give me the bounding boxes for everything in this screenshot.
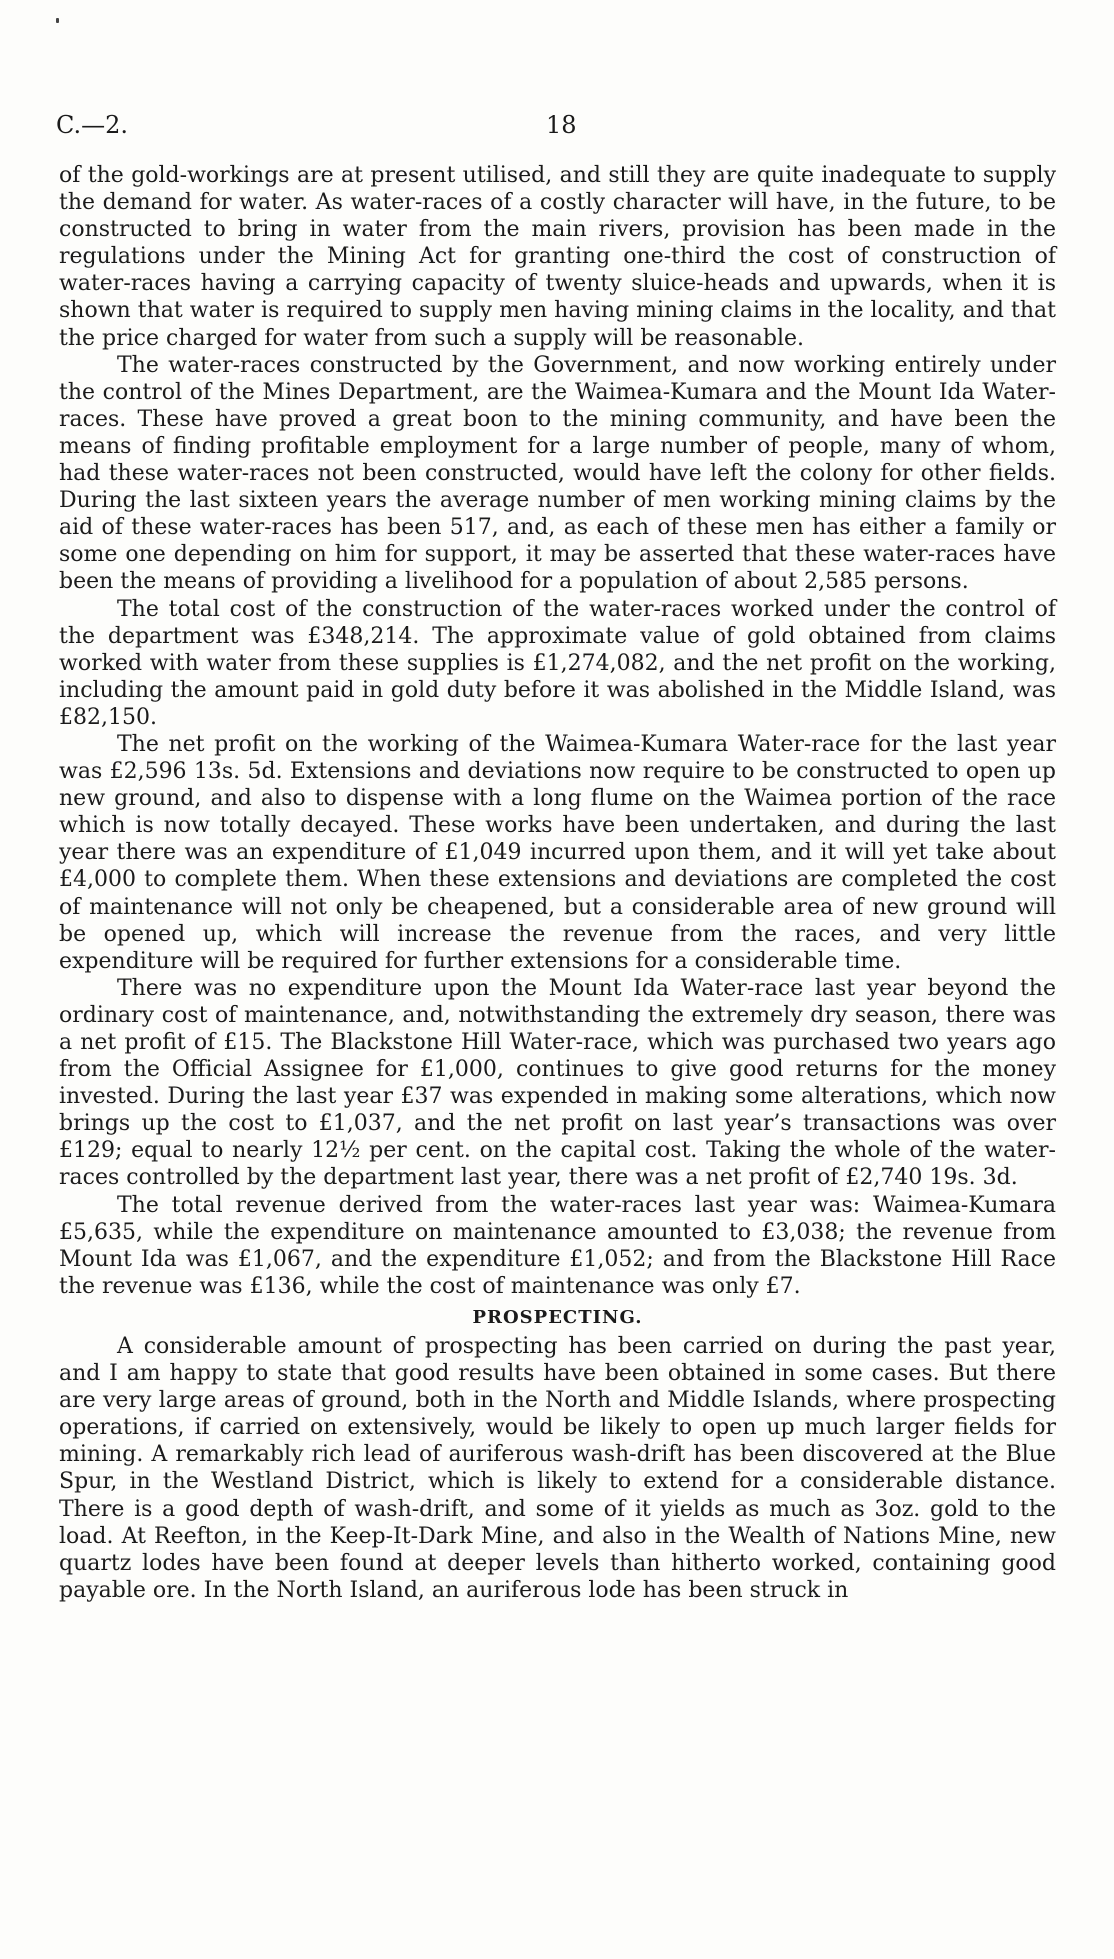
- section-heading-prospecting: PROSPECTING.: [472, 1306, 643, 1328]
- paragraph-total-revenue: The total revenue derived from the water-races last year was: Waimea-Kumara £5,635, while the expenditure on maintenance amounted to £3,038; the revenue from Mount Ida was £1,067, and the expenditure £1,052; and from the Blackstone Hill Race the revenue was £136, while the cost of maintenance was only £7.: [59, 1192, 1056, 1299]
- document-reference: C.—2.: [56, 111, 129, 139]
- paragraph-government-water-races: The water-races constructed by the Government, and now working entirely under the control of the Mines Department, are the Waimea-Kumara and the Mount Ida Water-races. These have proved a great boon to the mining community, and have been the means of finding profitable employment for a large number of people, many of whom, had these water-races not been constructed, would have left the colony for other fields. During the last sixteen years the average number of men working mining claims by the aid of these water-races has been 517, and, as each of these men has either a family or some one depending on him for support, it may be asserted that these water-races have been the means of providing a livelihood for a population of about 2,585 persons.: [59, 352, 1056, 595]
- paragraph-water-supply: of the gold-workings are at present utilised, and still they are quite inadequate to supply the demand for water. As water-races of a costly character will have, in the future, to be constructed to bring in water from the main rivers, provision has been made in the regulations under the Mining Act for granting one-third the cost of construction of water-races having a carrying capacity of twenty sluice-heads and upwards, when it is shown that water is required to supply men having mining claims in the locality, and that the price charged for water from such a supply will be reasonable.: [59, 163, 1056, 351]
- paragraph-prospecting: A considerable amount of prospecting has been carried on during the past year, and I am happy to state that good results have been obtained in some cases. But there are very large areas of ground, both in the North and Middle Islands, where prospecting operations, if carried on extensively, would be likely to open up much larger fields for mining. A remarkably rich lead of auriferous wash-drift has been discovered at the Blue Spur, in the Westland District, which is likely to extend for a considerable distance. There is a good depth of wash-drift, and some of it yields as much as 3oz. gold to the load. At Reefton, in the Keep-It-Dark Mine, and also in the Wealth of Nations Mine, new quartz lodes have been found at deeper levels than hitherto worked, containing good payable ore. In the North Island, an auriferous lode has been struck in: [59, 1333, 1056, 1603]
- document-body: [59, 162, 1056, 1604]
- page-header: [56, 108, 1056, 142]
- paragraph-waimea-kumara-profit: The net profit on the working of the Waimea-Kumara Water-race for the last year was £2,596 13s. 5d. Extensions and deviations now require to be constructed to open up new ground, and also to dispense with a long flume on the Waimea portion of the race which is now totally decayed. These works have been undertaken, and during the last year there was an expenditure of £1,049 incurred upon them, and it will yet take about £4,000 to complete them. When these extensions and deviations are completed the cost of maintenance will not only be cheapened, but a considerable area of new ground will be opened up, which will increase the revenue from the races, and very little expenditure will be required for further extensions for a considerable time.: [59, 731, 1056, 974]
- page-number: 18: [546, 111, 577, 139]
- scan-speck: [56, 18, 59, 23]
- paragraph-mount-ida-blackstone: There was no expenditure upon the Mount Ida Water-race last year beyond the ordinary cost of maintenance, and, notwithstanding the extremely dry season, there was a net profit of £15. The Blackstone Hill Water-race, which was purchased two years ago from the Official Assignee for £1,000, continues to give good returns for the money invested. During the last year £37 was expended in making some alterations, which now brings up the cost to £1,037, and the net profit on last year’s transactions was over £129; equal to nearly 12½ per cent. on the capital cost. Taking the whole of the water-races controlled by the department last year, there was a net profit of £2,740 19s. 3d.: [59, 975, 1056, 1191]
- paragraph-total-cost: The total cost of the construction of the water-races worked under the control of the department was £348,214. The approximate value of gold obtained from claims worked with water from these supplies is £1,274,082, and the net profit on the working, including the amount paid in gold duty before it was abolished in the Middle Island, was £82,150.: [59, 596, 1056, 730]
